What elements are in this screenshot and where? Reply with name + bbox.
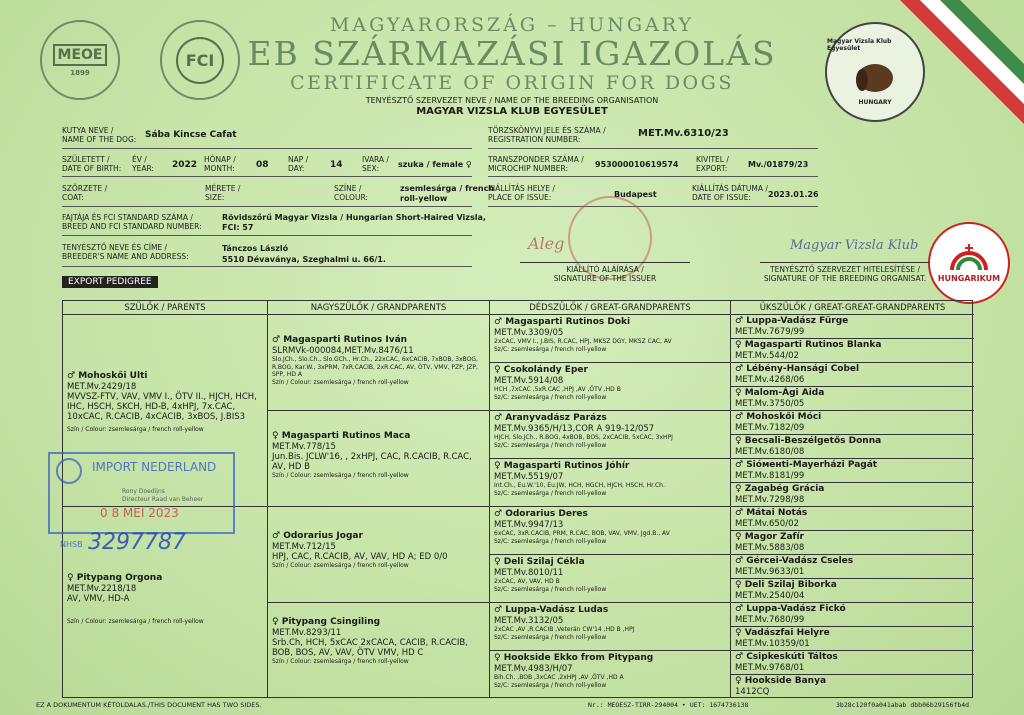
great-grandparent-cell: ♂ Magasparti Rutinos Doki MET.Mv.3309/05 2xCAC, VMV I., J.BIS, R.CAC, HPJ, MKSZ DGY, MKSZ CAC, AV Sz/C: zsemlesárga / french roll-yellow — [490, 315, 730, 363]
org-label: TENYÉSZTŐ SZERVEZET NEVE / NAME OF THE BREEDING ORGANISATION — [365, 96, 659, 105]
footer-note: EZ A DOKUMENTUM KÉTOLDALAS./THIS DOCUMENT HAS TWO SIDES. — [36, 701, 262, 709]
great-grandparents-column — [490, 301, 731, 697]
date-label: KIÁLLÍTÁS DÁTUMA / DATE OF ISSUE: — [692, 184, 768, 202]
great-great-grandparent-cell: ♂ Luppa-Vadász Fickó MET.Mv.7680/99 — [731, 603, 974, 627]
great-grandparent-cell: ♀ Csokolándy Eper MET.Mv.5914/08 HCH ,7xCAC ,5xR.CAC ,HPJ ,AV ,ÖTV ,HD B Sz/C: zsemlesárga / french roll-yellow — [490, 363, 730, 411]
grandparent-cell: ♂ Odorarius Jogar MET.Mv.712/15 HPJ, CAC, R.CACIB, AV, VAV, HD A; ED 0/0 Szín / Colour: zsemlesárga / french roll-yellow — [268, 507, 489, 603]
great-great-grandparents-header: ÜKSZÜLŐK / GREAT-GREAT-GRANDPARENTS — [731, 301, 974, 315]
great-grandparent-cell: ♀ Hookside Ekko from Pitypang MET.Mv.4983/H/07 Bih.Ch. ,BOB ,3xCAC ,2xHPJ ,AV ,ÖTV ,HD A Sz/C: zsemlesárga / french roll-yellow — [494, 653, 654, 689]
org-stamp: Magyar Vizsla Klub — [790, 238, 919, 253]
registration-label: TÖRZSKÖNYVI JELE ÉS SZÁMA / REGISTRATION NUMBER: — [488, 126, 606, 144]
registration-value: MET.Mv.6310/23 — [638, 128, 729, 139]
breed-label: FAJTÁJA ÉS FCI STANDARD SZÁMA / BREED AND FCI STANDARD NUMBER: — [62, 213, 202, 231]
sex-label: IVARA / SEX: — [362, 155, 389, 173]
org-signature-label: TENYÉSZTŐ SZERVEZET HITELESÍTÉSE / SIGNATURE OF THE BREEDING ORGANISAT. — [763, 265, 927, 283]
grandparent-cell: ♀ Magasparti Rutinos Maca MET.Mv.778/15 Jun.Bis. JCLW'16, , 2xHPJ, CAC, R.CACIB, R.CAC, AV, HD B Szín / Colour: zsemlesárga / french roll-yellow — [268, 411, 489, 507]
parent-cell: ♀ Pitypang Orgona MET.Mv.2218/18 AV, VMV, HD-A Szín / Colour: zsemlesárga / french roll-yellow — [67, 573, 204, 625]
great-great-grandparent-cell: ♀ Malom-Ági Aida MET.Mv.3750/05 — [731, 387, 974, 411]
great-great-grandparent-cell: ♂ Mohoskői Móci MET.Mv.7182/09 — [731, 411, 974, 435]
hungarikum-emblem-icon — [946, 244, 992, 274]
breeder-value: Tánczos László 5510 Dévaványa, Szeghalmi u. 66/1. — [222, 244, 386, 264]
vizsla-club-logo: Magyar Vizsla Klub Egyesület HUNGARY — [825, 22, 925, 122]
great-great-grandparent-cell: ♀ Deli Szilaj Biborka MET.Mv.2540/04 — [731, 579, 974, 603]
export-label: KIVITEL / EXPORT: — [696, 155, 729, 173]
day-label: NAP / DAY: — [288, 155, 309, 173]
great-great-grandparent-cell: ♀ Magor Zafír MET.Mv.5883/08 — [731, 531, 974, 555]
great-great-grandparent-cell: ♀ Vadászfai Helyre MET.Mv.10359/01 — [731, 627, 974, 651]
great-great-grandparent-cell: ♂ Luppa-Vadász Fürge MET.Mv.7679/99 — [731, 315, 974, 339]
great-great-grandparent-cell: ♂ Gércei-Vadász Cseles MET.Mv.9633/01 — [731, 555, 974, 579]
import-stamp — [48, 452, 235, 534]
parent-cell: ♂ Mohoskői Ulti MET.Mv.2429/18 MVVSZ-FTV, VAV, VMV I., ÖTV II., HJCH, HCH, IHC, HSCH, SKCH, HD-B, 4xHPJ, 7x.CAC, 10xCAC, R.CACIB, 4xCACIB, 3xBOS, J.BIS3 Szín / Colour: zsemlesárga / french roll-yellow — [63, 315, 267, 507]
export-pedigree-label: EXPORT PEDIGREE — [62, 276, 158, 288]
dog-name-label: KUTYA NEVE / NAME OF THE DOG: — [62, 126, 137, 144]
great-grandparent-cell: ♂ Aranyvadász Parázs MET.Mv.9365/H/13,COR A 919-12/057 HJCH, Slo.JCh., R.BOG, 4xBOB, BOS, 2xCACIB, 5xCAC, 3xHPJ Sz/C: zsemlesárga / french roll-yellow — [490, 411, 730, 459]
import-stamp-date: 0 8 MEI 2023 — [100, 506, 179, 520]
footer-number: Nr.: MEOESZ-TIRR-294004 • UET: 1674736138 — [588, 701, 749, 709]
nhsb-number: 3297787 — [88, 530, 186, 555]
coat-label: SZŐRZETE / COAT: — [62, 184, 108, 202]
nhsb-label: NHSB — [60, 540, 83, 549]
great-grandparents-header: DÉDSZÜLŐK / GREAT-GRANDPARENTS — [490, 301, 730, 315]
date-value: 2023.01.26 — [768, 190, 819, 199]
grandparent-cell: ♂ Magasparti Rutinos Iván SLRMVk-000084,MET.Mv.8476/11 Slo.JCh., Slo.Ch., Slo.GCh., Hr.Ch., 22xCAC, 6xCACIB, 7xBOB, 3xBOG, R.BOG, Kar.W., 3xPRM, 7xR.CACIB, 2xR.CAC, AV, ÖTV, VMV, PZP, JZP, SPP, HD A Szín / Colour: zsemlesárga / french roll-yellow — [268, 315, 489, 411]
breed-value: Rövidszőrű Magyar Vizsla / Hungarian Short-Haired Vizsla, FCI: 57 — [222, 213, 486, 232]
great-great-grandparents-column — [731, 301, 974, 697]
place-label: KIÁLLÍTÁS HELYE / PLACE OF ISSUE: — [488, 184, 555, 202]
size-label: MÉRETE / SIZE: — [205, 184, 241, 202]
grandparent-cell: ♀ Pitypang Csingiling MET.Mv.8293/11 Srb.Ch, HCH, 5xCAC 2xCACA, CACIB, R.CACIB, BOB, BOS, AV, VAV, ÖTV VMV, HD C Szín / Colour: zsemlesárga / french roll-yellow — [272, 617, 468, 665]
great-grandparent-cell: ♀ Magasparti Rutinos Jóhír MET.Mv.5519/07 Int.Ch., Eu.W.'10, Eu.JW, HCH, HGCH, HJCH, HSCH, Hr.Ch. Sz/C: zsemlesárga / french roll-yellow — [490, 459, 730, 507]
great-grandparent-cell: ♀ Deli Szilaj Cékla MET.Mv.8010/11 2xCAC, AV, VAV, HD B Sz/C: zsemlesárga / french roll-yellow — [490, 555, 730, 603]
place-value: Budapest — [614, 190, 657, 199]
great-great-grandparent-cell: ♂ Mátai Notás MET.Mv.650/02 — [731, 507, 974, 531]
month-value: 08 — [256, 160, 269, 170]
great-great-grandparent-cell: ♀ Hookside Banya 1412CQ — [735, 676, 827, 697]
parents-header: SZÜLŐK / PARENTS — [63, 301, 267, 315]
year-label: ÉV / YEAR: — [132, 155, 154, 173]
export-value: Mv./01879/23 — [748, 160, 809, 169]
microchip-value: 953000010619574 — [595, 160, 679, 169]
month-label: HÓNAP / MONTH: — [204, 155, 236, 173]
dog-name-value: Sába Kincse Cafat — [145, 130, 237, 140]
great-great-grandparent-cell: ♂ Lébény-Hansági Cobel MET.Mv.4268/06 — [731, 363, 974, 387]
import-stamp-emblem-icon — [56, 458, 82, 484]
great-grandparent-cell: ♂ Luppa-Vadász Ludas MET.Mv.3132/05 2xCAC ,AV ,R.CACIB ,Veterán CW'14 ,HD B ,HPJ Sz/C: zsemlesárga / french roll-yellow — [490, 603, 730, 651]
footer-hash: 3b28c120f0a041abab dbb06b29156fb4d — [836, 701, 970, 709]
colour-value: zsemlesárga / french roll-yellow — [400, 184, 495, 203]
breeder-label: TENYÉSZTŐ NEVE ÉS CÍME / BREEDER'S NAME AND ADDRESS: — [62, 243, 189, 261]
great-grandparent-cell: ♂ Odorarius Deres MET.Mv.9947/13 6xCAC, 3xR.CACIB, PRM, R.CAC, BOB, VAV, VMV, Jgd.B., AV Sz/C: zsemlesárga / french roll-yellow — [490, 507, 730, 555]
certificate-subtitle: CERTIFICATE OF ORIGIN FOR DOGS — [290, 72, 734, 94]
microchip-label: TRANSZPONDER SZÁMA / MICROCHIP NUMBER: — [488, 155, 584, 173]
import-stamp-signatory: Rony Doedijns Directeur Raad van Beheer — [122, 488, 204, 503]
hungarikum-logo: HUNGARIKUM — [928, 222, 1010, 304]
great-great-grandparent-cell: ♀ Zagabég Grácia MET.Mv.7298/98 — [731, 483, 974, 507]
year-value: 2022 — [172, 160, 198, 170]
dob-label: SZÜLETETT / DATE OF BIRTH: — [62, 155, 122, 173]
grandparents-header: NAGYSZÜLŐK / GRANDPARENTS — [268, 301, 489, 315]
certificate-title: EB SZÁRMAZÁSI IGAZOLÁS — [247, 34, 777, 73]
colour-label: SZÍNE / COLOUR: — [334, 184, 368, 202]
org-name: MAGYAR VIZSLA KLUB EGYESÜLET — [416, 106, 608, 117]
sex-value: szuka / female ♀ — [398, 160, 472, 169]
meoe-seal-icon: MEOE 1899 — [40, 20, 120, 100]
issuer-signature-label: KIÁLLÍTÓ ALÁÍRÁSA / SIGNATURE OF THE ISSUER — [553, 265, 657, 283]
grandparents-column — [268, 301, 490, 697]
issuer-signature: Aleg — [528, 234, 565, 253]
import-stamp-title: IMPORT NEDERLAND — [92, 460, 217, 474]
country-heading: MAGYARORSZÁG – HUNGARY — [329, 14, 695, 36]
great-great-grandparent-cell: ♂ Sióменti-Mayerházi Pagát MET.Mv.8181/99 — [731, 459, 974, 483]
great-great-grandparent-cell: ♀ Magasparti Rutinos Blanka MET.Mv.544/02 — [731, 339, 974, 363]
great-great-grandparent-cell: ♀ Becsali-Beszélgetős Donna MET.Mv.6180/08 — [731, 435, 974, 459]
great-great-grandparent-cell: ♂ Csipkeskúti Táltos MET.Mv.9768/01 — [731, 651, 974, 675]
fci-seal-icon: FCI — [160, 20, 240, 100]
day-value: 14 — [330, 160, 343, 170]
